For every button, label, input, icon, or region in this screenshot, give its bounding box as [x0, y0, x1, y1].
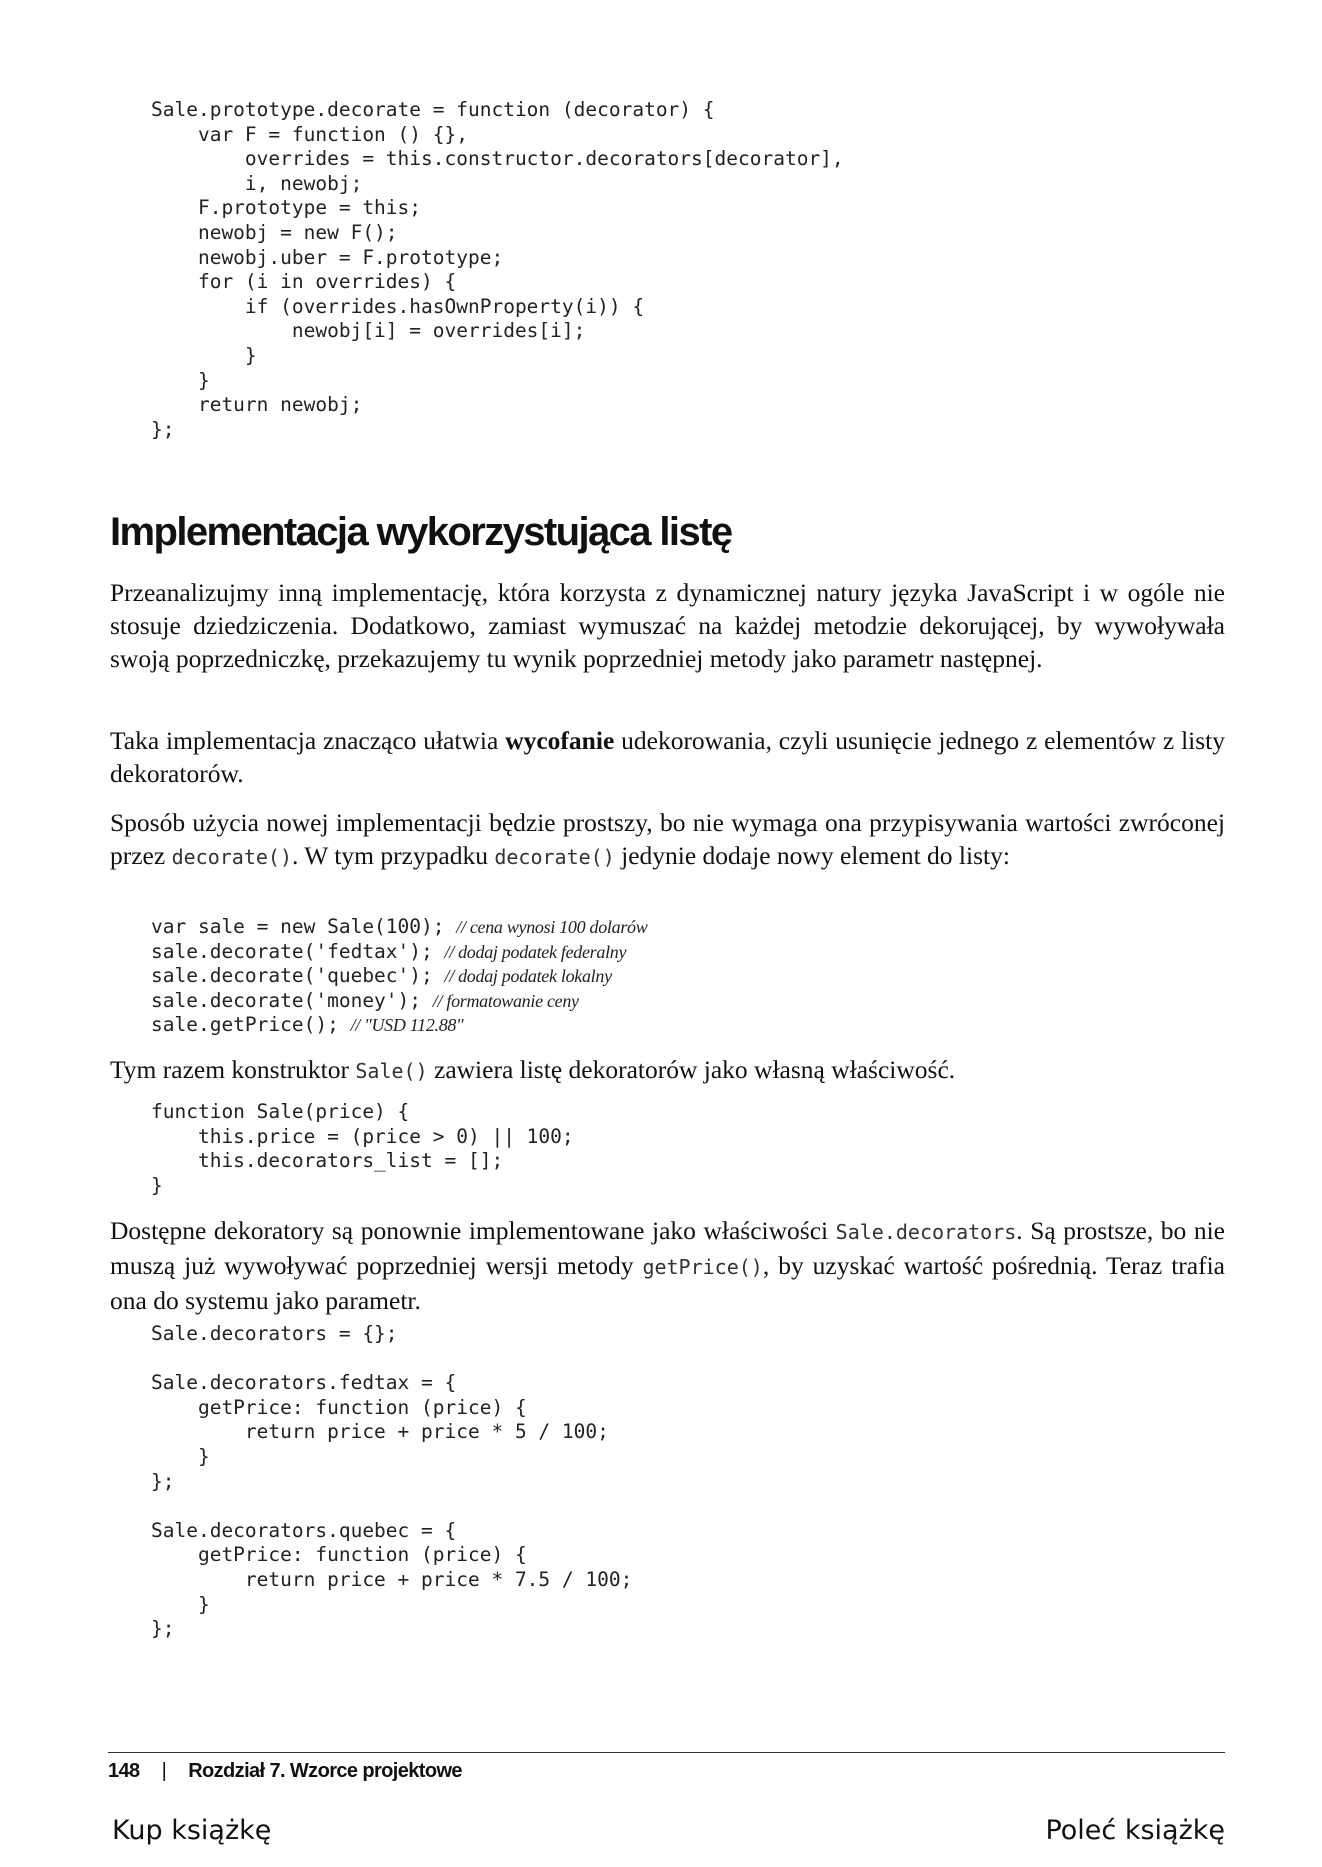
inline-code-decorate: decorate() — [171, 845, 292, 869]
paragraph-constructor-text-2: zawiera listę dekoratorów jako własną właściwość. — [427, 1055, 956, 1084]
code-text: sale.getPrice(); — [151, 1013, 351, 1037]
paragraph-removal-text-2: udekorowania, czyli usunięcie jednego z elementów z listy dekoratorów. — [110, 726, 1225, 788]
paragraph-usage-text-1: Sposób użycia nowej implementacji będzie prostszy, bo nie wymaga ona przypisywania wartości zwróconej przez — [110, 808, 1225, 870]
inline-code-decorate-2: decorate() — [494, 845, 615, 869]
code-comment: // dodaj podatek lokalny — [444, 966, 612, 987]
code-block-decorate-method: Sale.prototype.decorate = function (decorator) { var F = function () {}, overrides = this.constructor.decorators[decorator], i, newobj; F.prototype = this; newobj = new F(); newobj.uber = F.prototype; for (i in overrides) { if (overrides.hasOwnProperty(i)) { newobj[i] = overrides[i]; } } return newobj; }; — [151, 98, 844, 441]
code-line — [151, 1013, 463, 1036]
code-comment: // "USD 112.88" — [350, 1015, 464, 1036]
code-line — [151, 964, 612, 987]
code-text: var sale = new Sale(100); — [151, 915, 457, 938]
paragraph-intro: Przeanalizujmy inną implementację, która korzysta z dynamicznej natury języka JavaScript i w ogóle nie stosuje dziedziczenia. Dodatkowo, zamiast wymuszać na każdej metodzie dekorującej, by wywoływała swoją poprzedniczkę, przekazujemy tu wynik poprzedniej metody jako parametr następnej. — [110, 578, 1225, 673]
paragraph-decorators-text-3: , by uzyskać wartość pośrednią. Teraz trafia ona do systemu jako parametr. — [110, 1251, 1225, 1315]
buy-book-link[interactable]: Kup książkę — [112, 1815, 272, 1846]
paragraph-constructor-text-1: Tym razem konstruktor — [110, 1055, 356, 1084]
page-number: 148 — [108, 1760, 140, 1782]
paragraph-removal — [110, 724, 1225, 790]
inline-code-sale-decorators: Sale.decorators — [835, 1220, 1017, 1244]
paragraph-usage-text-3: jedynie dodaje nowy element do listy: — [614, 841, 1010, 870]
inline-code-sale: Sale() — [355, 1059, 428, 1083]
code-text: sale.decorate('money'); — [151, 988, 433, 1012]
page-footer — [108, 1760, 462, 1783]
code-text: sale.decorate('quebec'); — [151, 964, 445, 988]
footer-separator: | — [161, 1760, 167, 1782]
code-block-usage — [110, 915, 647, 1038]
paragraph-constructor — [110, 1053, 1225, 1088]
bold-term: wycofanie — [505, 726, 615, 755]
code-comment: // cena wynosi 100 dolarów — [456, 917, 648, 937]
paragraph-decorators — [110, 1214, 1225, 1317]
section-heading: Implementacja wykorzystująca listę — [110, 510, 732, 554]
code-block-decorators: Sale.decorators = {}; Sale.decorators.fedtax = { getPrice: function (price) { return price + price * 5 / 100; } }; Sale.decorators.quebec = { getPrice: function (price) { return price + price * 7.5 / 100; } }; — [151, 1322, 633, 1641]
paragraph-decorators-text-2: . Są prostsze, bo nie muszą już wywoływać poprzedniej wersji metody — [110, 1216, 1225, 1280]
code-line — [151, 989, 579, 1012]
footer-divider — [108, 1752, 1225, 1753]
chapter-title: Rozdział 7. Wzorce projektowe — [188, 1760, 462, 1782]
paragraph-usage-text-2: . W tym przypadku — [292, 841, 495, 870]
recommend-book-link[interactable]: Poleć książkę — [1045, 1815, 1225, 1846]
code-comment: // dodaj podatek federalny — [444, 941, 627, 962]
code-comment: // formatowanie ceny — [432, 990, 579, 1011]
code-line — [151, 940, 626, 963]
paragraph-decorators-text-1: Dostępne dekoratory są ponownie implementowane jako właściwości — [110, 1216, 836, 1245]
paragraph-usage — [110, 806, 1225, 874]
code-text: sale.decorate('fedtax'); — [151, 939, 445, 963]
code-block-constructor: function Sale(price) { this.price = (price > 0) || 100; this.decorators_list = []; } — [151, 1100, 574, 1197]
code-line — [151, 915, 647, 938]
inline-code-getprice: getPrice() — [642, 1255, 763, 1279]
paragraph-removal-text-1: Taka implementacja znacząco ułatwia — [110, 726, 506, 755]
